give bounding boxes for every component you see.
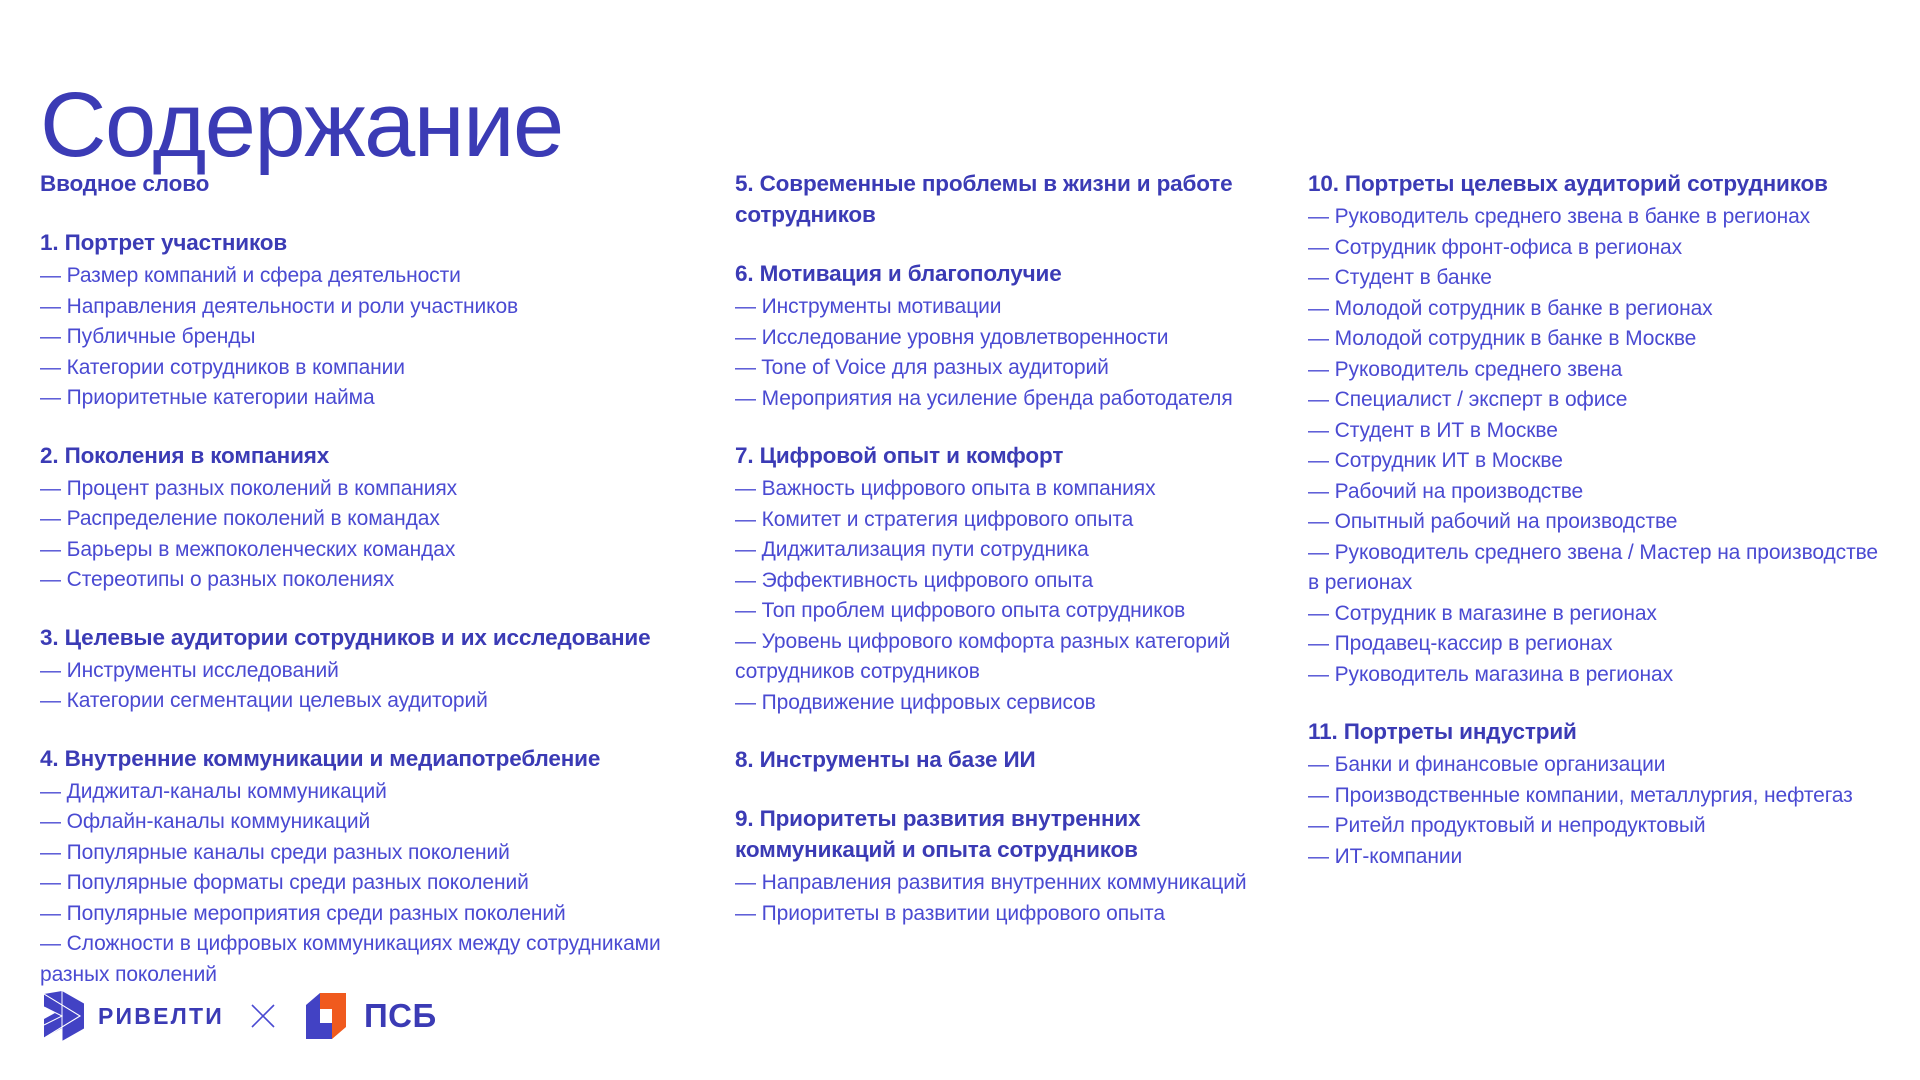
toc-item[interactable]: — Приоритетные категории найма xyxy=(40,386,375,409)
toc-item[interactable]: — Топ проблем цифрового опыта сотрудников xyxy=(735,599,1186,622)
rivelti-wordmark: РИВЕЛТИ xyxy=(98,1002,224,1029)
toc-item[interactable]: — Публичные бренды xyxy=(40,325,256,348)
toc-item[interactable]: — Опытный рабочий на производстве xyxy=(1308,510,1678,533)
toc-item[interactable]: — Важность цифрового опыта в компаниях xyxy=(735,477,1156,500)
toc-item[interactable]: — Молодой сотрудник в банке в Москве xyxy=(1308,327,1697,350)
cross-separator-icon xyxy=(250,1003,276,1029)
page-title: Содержание xyxy=(40,73,563,176)
toc-column-1 xyxy=(40,168,712,990)
toc-section xyxy=(40,440,712,596)
toc-section-title[interactable]: 7. Цифровой опыт и комфорт xyxy=(735,443,1064,468)
toc-item[interactable]: — Инструменты исследований xyxy=(40,658,339,682)
toc-section-title[interactable]: 5. Современные проблемы в жизни и работе сотрудников xyxy=(735,171,1233,227)
toc-item[interactable]: — Мероприятия на усиление бренда работодателя xyxy=(735,386,1233,410)
psb-logo xyxy=(302,993,437,1039)
toc-item[interactable]: — Инструменты мотивации xyxy=(735,295,1002,318)
toc-item[interactable]: — ИТ-компании xyxy=(1308,844,1463,868)
toc-item[interactable]: — Процент разных поколений в компаниях xyxy=(40,476,458,500)
toc-section-title[interactable]: 10. Портреты целевых аудиторий сотрудников xyxy=(1308,171,1828,196)
toc-item[interactable]: — Банки и финансовые организации xyxy=(1308,753,1666,776)
toc-item[interactable]: — Сотрудник фронт-офиса в регионах xyxy=(1308,235,1683,259)
toc-section-title[interactable]: 4. Внутренние коммуникации и медиапотребление xyxy=(40,745,601,771)
toc-item-list xyxy=(735,292,1255,414)
toc-item[interactable]: — Категории сотрудников в компании xyxy=(40,355,405,379)
toc-column-3 xyxy=(1308,168,1888,872)
toc-section-title[interactable]: Вводное слово xyxy=(40,171,210,196)
toc-item[interactable]: — Размер компаний и сфера деятельности xyxy=(40,264,461,287)
toc-section-title[interactable]: 3. Целевые аудитории сотрудников и их исследование xyxy=(40,624,651,650)
toc-item[interactable]: — Сотрудник ИТ в Москве xyxy=(1308,449,1563,472)
toc-item[interactable]: — Диджитализация пути сотрудника xyxy=(735,538,1089,561)
psb-mark-icon xyxy=(302,993,350,1039)
toc-item[interactable]: — Студент в ИТ в Москве xyxy=(1308,418,1558,442)
toc-section xyxy=(40,622,712,717)
toc-columns xyxy=(0,168,1920,986)
toc-item[interactable]: — Руководитель среднего звена xyxy=(1308,357,1623,381)
toc-section xyxy=(735,440,1255,718)
toc-item-list xyxy=(40,261,712,414)
toc-section xyxy=(735,168,1255,230)
toc-item[interactable]: — Приоритеты в развитии цифрового опыта xyxy=(735,901,1165,925)
toc-item[interactable]: — Эффективность цифрового опыта xyxy=(735,568,1094,592)
toc-item[interactable]: — Популярные каналы среди разных поколений xyxy=(40,840,510,864)
toc-section xyxy=(1308,168,1888,690)
footer-logos xyxy=(40,988,437,1044)
toc-section-title[interactable]: 11. Портреты индустрий xyxy=(1308,719,1577,744)
toc-item[interactable]: — Молодой сотрудник в банке в регионах xyxy=(1308,296,1713,320)
toc-item[interactable]: — Студент в банке xyxy=(1308,266,1492,289)
toc-item-list xyxy=(40,474,712,596)
toc-item[interactable]: — Комитет и стратегия цифрового опыта xyxy=(735,507,1134,531)
toc-item[interactable]: — Категории сегментации целевых аудиторий xyxy=(40,689,488,712)
toc-section xyxy=(40,227,712,414)
toc-item[interactable]: — Офлайн-каналы коммуникаций xyxy=(40,810,371,833)
toc-item[interactable]: — Ритейл продуктовый и непродуктовый xyxy=(1308,814,1706,837)
toc-item[interactable]: — Руководитель магазина в регионах xyxy=(1308,662,1673,686)
toc-item[interactable]: — Исследование уровня удовлетворенности xyxy=(735,325,1169,349)
toc-section-title[interactable]: 9. Приоритеты развития внутренних коммуникаций и опыта сотрудников xyxy=(735,806,1141,862)
toc-section xyxy=(735,258,1255,414)
toc-section-title[interactable]: 8. Инструменты на базе ИИ xyxy=(735,747,1036,772)
toc-item[interactable]: — Направления деятельности и роли участников xyxy=(40,294,519,318)
toc-item[interactable]: — Стереотипы о разных поколениях xyxy=(40,568,395,591)
toc-item[interactable]: — Сложности в цифровых коммуникациях между сотрудниками разных поколений xyxy=(40,932,661,986)
toc-item[interactable]: — Барьеры в межпоколенческих командах xyxy=(40,537,456,561)
toc-item[interactable]: — Продавец-кассир в регионах xyxy=(1308,632,1613,655)
toc-column-2 xyxy=(735,168,1255,929)
toc-section-title[interactable]: 1. Портрет участников xyxy=(40,230,288,255)
rivelti-hexagon-icon xyxy=(40,991,84,1041)
toc-item[interactable]: — Сотрудник в магазине в регионах xyxy=(1308,601,1657,625)
toc-section xyxy=(40,743,712,991)
toc-section xyxy=(1308,716,1888,872)
toc-item-list xyxy=(1308,750,1888,872)
toc-item[interactable]: — Продвижение цифровых сервисов xyxy=(735,690,1096,714)
toc-section xyxy=(735,744,1255,775)
toc-item[interactable]: — Популярные мероприятия среди разных поколений xyxy=(40,901,566,925)
toc-item[interactable]: — Руководитель среднего звена / Мастер на производстве в регионах xyxy=(1308,540,1878,594)
toc-item[interactable]: — Распределение поколений в командах xyxy=(40,507,440,530)
toc-item[interactable]: — Рабочий на производстве xyxy=(1308,479,1584,503)
toc-item[interactable]: — Уровень цифрового комфорта разных категорий сотрудников сотрудников xyxy=(735,629,1231,683)
toc-item[interactable]: — Диджитал-каналы коммуникаций xyxy=(40,779,387,803)
toc-item[interactable]: — Популярные форматы среди разных поколений xyxy=(40,871,529,894)
psb-wordmark: ПСБ xyxy=(363,997,437,1034)
toc-item[interactable]: — Направления развития внутренних коммуникаций xyxy=(735,871,1247,894)
toc-section xyxy=(735,803,1255,929)
toc-item-list xyxy=(40,777,712,991)
toc-section-title[interactable]: 6. Мотивация и благополучие xyxy=(735,261,1062,286)
toc-item-list xyxy=(735,474,1255,718)
toc-section xyxy=(40,168,712,199)
toc-item-list xyxy=(1308,202,1888,690)
toc-item-list xyxy=(40,656,712,717)
toc-item-list xyxy=(735,868,1255,929)
toc-item[interactable]: — Tone of Voice для разных аудиторий xyxy=(735,356,1109,379)
toc-item[interactable]: — Производственные компании, металлургия, нефтегаз xyxy=(1308,783,1853,807)
toc-item[interactable]: — Руководитель среднего звена в банке в регионах xyxy=(1308,205,1811,228)
rivelti-logo xyxy=(40,991,224,1041)
toc-section-title[interactable]: 2. Поколения в компаниях xyxy=(40,442,330,468)
toc-item[interactable]: — Специалист / эксперт в офисе xyxy=(1308,388,1628,411)
